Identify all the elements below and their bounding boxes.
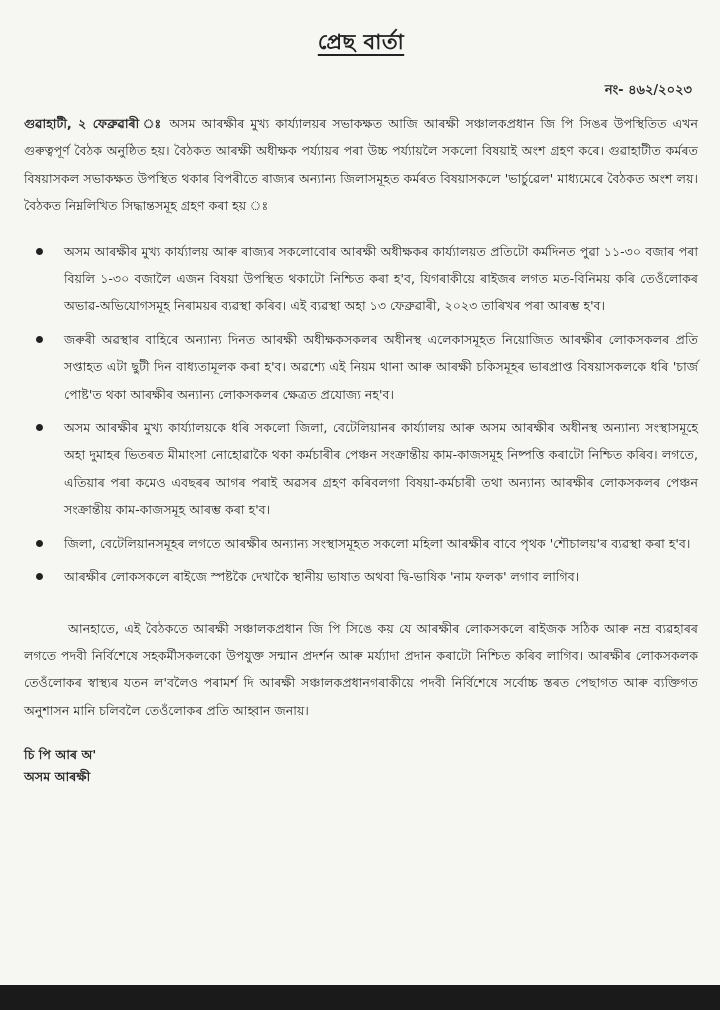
signatory-title: চি পি আৰ অ' <box>24 747 97 763</box>
intro-text: অসম আৰক্ষীৰ মুখ্য কাৰ্য্যালয়ৰ সভাকক্ষত আজি আৰক্ষী সঞ্চালকপ্ৰধান জি পি সিঙৰ উপস্থিতিত এখন গুৰুত্বপূৰ্ণ বৈঠক অনুষ্ঠিত হয়। বৈঠকত আৰক্ষী অধীক্ষক পৰ্য্যায়ৰ পৰা উচ্চ পৰ্য্যায়লৈ সকলো বিষয়াই অংশ গ্ৰহণ কৰে। গুৱাহাটীত কৰ্মৰত বিষয়াসকল সভাকক্ষত উপস্থিত থকাৰ বিপৰীতে ৰাজ্যৰ অন্যান্য জিলাসমূহত কৰ্মৰত বিষয়াসকলে 'ভাৰ্চুৱেল' মাধ্যমেৰে বৈঠকত অংশ লয়। বৈঠকত নিম্নলিখিত সিদ্ধান্তসমূহ গ্ৰহণ কৰা হয় ঃ <box>24 116 698 214</box>
signature-block <box>24 744 698 788</box>
document-title: প্ৰেছ বাৰ্তা <box>317 30 405 54</box>
bullet-icon <box>36 336 43 343</box>
decision-item <box>24 530 698 557</box>
decision-item <box>24 563 698 590</box>
decision-text: অসম আৰক্ষীৰ মুখ্য কাৰ্য্যালয় আৰু ৰাজ্যৰ সকলোবোৰ আৰক্ষী অধীক্ষকৰ কাৰ্য্যালয়ত প্ৰতিটো কৰ্মদিনত পুৱা ১১-৩০ বজাৰ পৰা বিয়লি ১-৩০ বজালৈ এজন বিষয়া উপস্থিত থকাটো নিশ্চিত কৰা হ'ব, যিগৰাকীয়ে ৰাইজৰ লগত মত-বিনিময় কৰি তেওঁলোকৰ অভাৱ-অভিযোগসমূহ নিৰাময়ৰ ব্যৱস্থা কৰিব। এই ব্যৱস্থা অহা ১৩ ফেব্ৰুৱাৰী, ২০২৩ তাৰিখৰ পৰা আৰম্ভ হ'ব। <box>64 243 698 314</box>
decision-text: অসম আৰক্ষীৰ মুখ্য কাৰ্য্যালয়কে ধৰি সকলো জিলা, বেটেলিয়ানৰ কাৰ্য্যালয় আৰু অসম আৰক্ষীৰ অধীনস্থ অন্যান্য সংস্থাসমূহে অহা দুমাহৰ ভিতৰত মীমাংসা নোহোৱাকৈ থকা কৰ্মচাৰীৰ পেঞ্চন সংক্ৰান্তীয় কাম-কাজসমূহ নিষ্পত্তি কৰাটো নিশ্চিত কৰিব। লগতে, এতিয়াৰ পৰা কমেও এবছৰৰ আগৰ পৰাই অৱসৰ গ্ৰহণ কৰিবলগা বিষয়া-কৰ্মচাৰী তথা অন্যান্য আৰক্ষীৰ লোকসকলৰ পেঞ্চন সংক্ৰান্তীয় কাম-কাজসমূহ আৰম্ভ কৰা হ'ব। <box>64 420 698 518</box>
closing-paragraph: আনহাতে, এই বৈঠকতে আৰক্ষী সঞ্চালকপ্ৰধান জি পি সিঙে কয় যে আৰক্ষীৰ লোকসকলে ৰাইজক সঠিক আৰু নম্ৰ ব্যৱহাৰৰ লগতে পদবী নিৰ্বিশেষে সহকৰ্মীসকলকো উপযুক্ত সন্মান প্ৰদৰ্শন আৰু মৰ্য্যাদা প্ৰদান কৰাটো নিশ্চিত কৰিব লাগিব। আৰক্ষীৰ লোকসকলক তেওঁলোকৰ স্বাস্থ্যৰ যতন ল'বলৈও পৰামৰ্শ দি আৰক্ষী সঞ্চালকপ্ৰধানগৰাকীয়ে পদবী নিৰ্বিশেষে সৰ্বোচ্চ স্তৰত পেছাগত আৰু ব্যক্তিগত অনুশাসন মানি চলিবলৈ তেওঁলোকৰ প্ৰতি আহ্বান জনায়। <box>24 620 698 718</box>
decisions-list <box>24 238 698 591</box>
bullet-icon <box>36 540 43 547</box>
dateline: গুৱাহাটী, ২ ফেব্ৰুৱাৰী ঃ <box>24 116 164 131</box>
decision-text: আৰক্ষীৰ লোকসকলে ৰাইজে স্পষ্টকৈ দেখাকৈ স্থানীয় ভাষাত অথবা দ্বি-ভাষিক 'নাম ফলক' লগাব লাগিব। <box>64 569 580 585</box>
decision-item <box>24 238 698 320</box>
decision-item <box>24 326 698 408</box>
bullet-icon <box>36 424 43 431</box>
intro-paragraph <box>24 110 698 220</box>
decision-text: জিলা, বেটেলিয়ানসমূহৰ লগতে আৰক্ষীৰ অন্যান্য সংস্থাসমূহত সকলো মহিলা আৰক্ষীৰ বাবে পৃথক 'শৌচালয়'ৰ ব্যৱস্থা কৰা হ'ব। <box>64 535 691 551</box>
decision-item <box>24 414 698 524</box>
bullet-icon <box>36 573 43 580</box>
title-block <box>24 26 698 61</box>
signatory-organization: অসম আৰক্ষী <box>24 769 91 785</box>
bullet-icon <box>36 248 43 255</box>
reference-number: নং- ৪৬২/২০২৩ <box>604 83 692 98</box>
decision-text: জৰুৰী অৱস্থাৰ বাহিৰে অন্যান্য দিনত আৰক্ষী অধীক্ষকসকলৰ অধীনস্থ এলেকাসমূহত নিয়োজিত আৰক্ষীৰ লোকসকলৰ প্ৰতি সপ্তাহত এটা ছুটী দিন বাধ্যতামূলক কৰা হ'ব। অৱশ্যে এই নিয়ম থানা আৰু আৰক্ষী চকিসমূহৰ ভাৰপ্ৰাপ্ত বিষয়াসকলকে ধৰি 'চাৰ্জ পোষ্ট'ত থকা আৰক্ষীৰ অন্যান্য লোকসকলৰ ক্ষেত্ৰত প্ৰযোজ্য নহ'ব। <box>64 331 698 402</box>
